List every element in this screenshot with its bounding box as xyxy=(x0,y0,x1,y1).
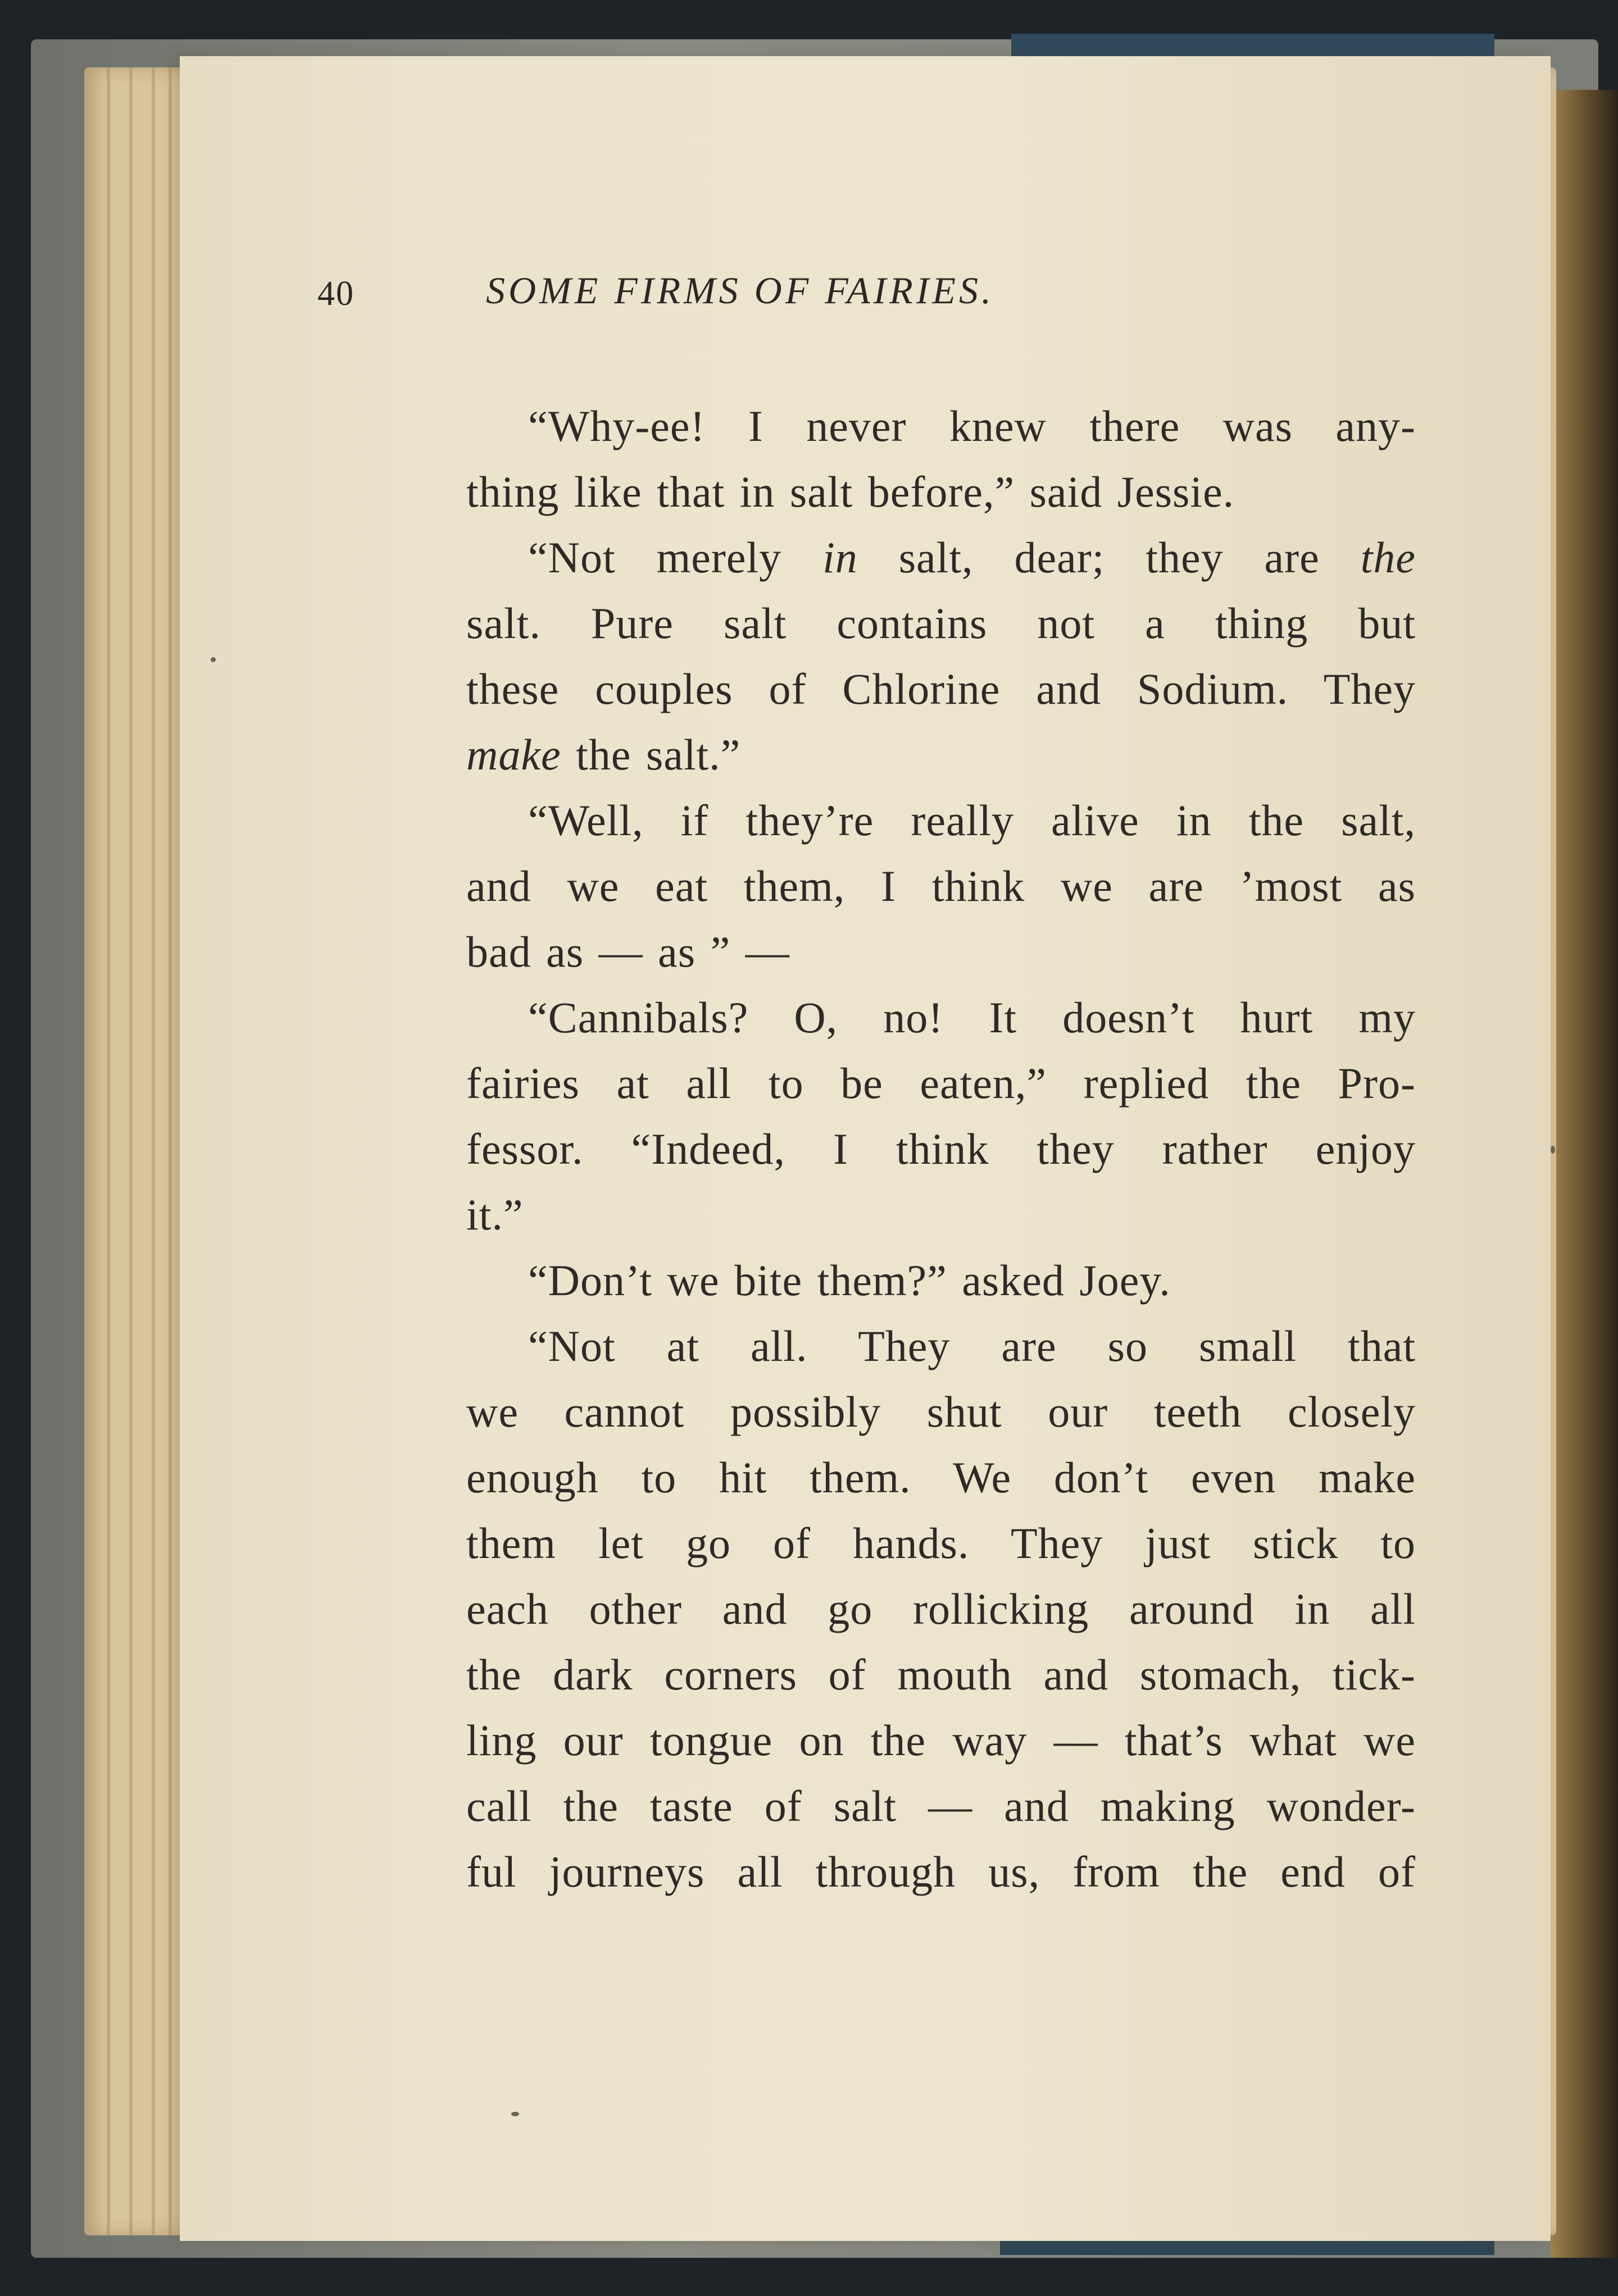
text-line: fessor. “Indeed, I think they rather enjoy xyxy=(466,1124,1416,1173)
running-head xyxy=(317,268,1295,330)
page-number: 40 xyxy=(317,275,354,313)
text-line: “Not at all. They are so small that xyxy=(528,1322,1416,1370)
text-line: “Well, if they’re really alive in the salt, xyxy=(528,796,1416,845)
text-line: fairies at all to be eaten,” replied the Pro- xyxy=(466,1059,1416,1108)
page-edge-line xyxy=(107,67,110,2235)
paper-speck xyxy=(1551,1146,1555,1154)
page-edge-line xyxy=(129,67,133,2235)
text-line: these couples of Chlorine and Sodium. They xyxy=(466,664,1416,713)
paper-speck xyxy=(511,2112,519,2116)
text-line: “Why-ee! I never knew there was any- xyxy=(528,402,1416,450)
text-line: we cannot possibly shut our teeth closely xyxy=(466,1387,1416,1436)
text-line: call the taste of salt — and making wonder- xyxy=(466,1782,1416,1830)
italic-word: make xyxy=(466,730,561,779)
text-line: salt. Pure salt contains not a thing but xyxy=(466,599,1416,648)
text-run: the salt.” xyxy=(561,730,741,779)
text-line: “Cannibals? O, no! It doesn’t hurt my xyxy=(528,993,1416,1042)
spine-shadow xyxy=(1551,90,1618,2258)
page-edge-line xyxy=(169,67,172,2235)
italic-word: the xyxy=(1360,533,1416,582)
text-line: enough to hit them. We don’t even make xyxy=(466,1453,1416,1502)
text-line xyxy=(466,525,1416,590)
text-line: ful journeys all through us, from the end of xyxy=(466,1847,1416,1896)
text-line: them let go of hands. They just stick to xyxy=(466,1519,1416,1568)
text-line: and we eat them, I think we are ’most as xyxy=(466,862,1416,910)
text-line: thing like that in salt before,” said Jessie. xyxy=(466,467,1235,516)
text-line xyxy=(466,722,1416,787)
text-line: “Don’t we bite them?” asked Joey. xyxy=(528,1256,1171,1305)
text-line: ling our tongue on the way — that’s what we xyxy=(466,1716,1416,1765)
running-title: SOME FIRMS OF FAIRIES. xyxy=(486,269,994,312)
page-edge-line xyxy=(152,67,155,2235)
text-line: bad as — as ” — xyxy=(466,927,790,976)
italic-word: in xyxy=(822,533,858,582)
text-run: salt, dear; they are xyxy=(857,533,1361,582)
text-run: “Not merely xyxy=(528,533,823,582)
body-text xyxy=(466,393,1416,1905)
text-line: it.” xyxy=(466,1190,524,1239)
text-line: each other and go rollicking around in all xyxy=(466,1584,1416,1633)
paper-speck xyxy=(211,657,216,662)
text-line: the dark corners of mouth and stomach, tick- xyxy=(466,1650,1416,1699)
